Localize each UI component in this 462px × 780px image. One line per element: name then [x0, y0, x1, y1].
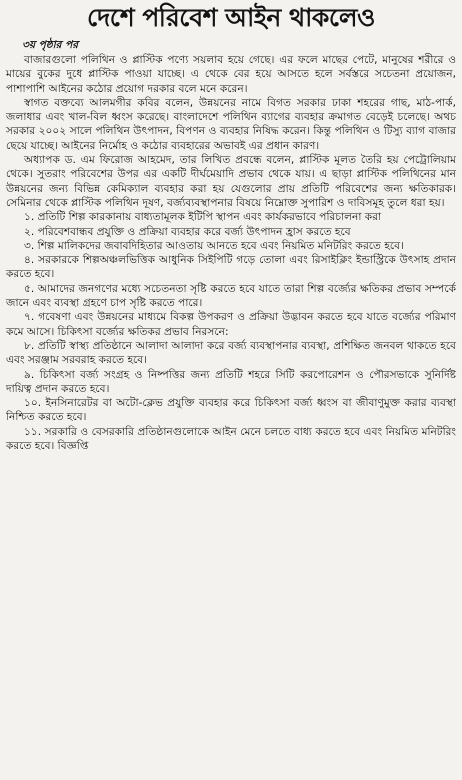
paragraph-intro: বাজারগুলো পলিথিন ও প্লাস্টিক পণ্যে সয়লাব হয়ে গেছে। এর ফলে মাছের পেটে, মানুষের শরীরে ও মায়ের বুকের দুধে প্লাস্টিক পাওয়া যাচ্ছে। এ থেকে বের হয়ে আসতে হলে সর্বস্তরে সচেতনা প্রয়োজন, পাশাপাশি আইনের কঠোর প্রয়োগ দরকার বলে মনে করেন। [6, 54, 456, 95]
paragraph-keynote: অধ্যাপক ড. এম ফিরোজ আহমেদ, তার লিখিত প্রবন্ধে বলেন, প্লাস্টিক মূলত তৈরি হয় পেট্রোলিয়াম থেকে। সুতরাং পরিবেশের উপর এর একটি দীর্ঘমেয়াদি প্রভাব থেকে যায়। এ ছাড়া প্লাস্টিক পলিথিনের মান উন্নয়নের জন্য বিভিন্ন কেমিক্যাল ব্যবহার করা হয় যেগুলোর প্রায় প্রতিটি পরিবেশের জন্য ক্ষতিকারক। সেমিনার থেকে প্লাস্টিক পলিথিন দূষণ, বর্জ্যব্যবস্থাপনার বিষয়ে নিম্নোক্ত সুপারিশ ও দাবিসমূহ তুলে ধরা হয়। [6, 154, 456, 209]
list-item: ১০. ইনসিনারেটর বা অটো-ক্লেভ প্রযুক্তি ব্যবহার করে চিকিৎসা বর্জ্য ধ্বংস বা জীবাণুমুক্ত করার ব্যবস্থা নিশ্চিত করতে হবে। [6, 397, 456, 424]
list-item: ৪. সরকারকে শিল্পঅঞ্চলভিত্তিক আধুনিক সিইপিটি গড়ে তোলা এবং রিসাইক্লিং ইন্ডাস্ট্রিকে উৎসাহ প্রদান করতে হবে। [6, 254, 456, 281]
list-item: ৯. চিকিৎসা বর্জ্য সংগ্রহ ও নিষ্পত্তির জন্য প্রতিটি শহরে সিটি করপোরেশন ও পৌরসভাকে সুনির্দিষ্ট দায়িত্ব প্রদান করতে হবে। [6, 368, 456, 395]
continued-from-label: ৩য় পৃষ্ঠার পর [22, 39, 79, 51]
paragraph-welcome-speech: স্বাগত বক্তব্যে আলমগীর কবির বলেন, উন্নয়নের নামে বিগত সরকার ঢাকা শহরের গাছ, মাঠ-পার্ক, জলাধার এবং খাল-বিল ধ্বংস করেছে। বাংলাদেশে পলিথিন ব্যাগের ব্যবহার ক্রমাগত বেড়েই চলেছে। অথচ সরকার ২০০২ সালে পলিথিন উৎপাদন, বিপণন ও ব্যবহার নিষিদ্ধ করেন। কিন্তু পলিথিন ও টিস্যু ব্যাগ বাজার ছেয়ে যাচ্ছে। আইনের নির্মোহ ও কঠোর ব্যবহারের অভাবই এর প্রধান কারণ। [6, 96, 456, 152]
recommendations-list [6, 210, 456, 453]
list-item: ৫. আমাদের জনগণের মধ্যে সচেতনতা সৃষ্টি করতে হবে যাতে তারা শিল্প বর্জ্যের ক্ষতিকর প্রভাব সম্পর্কে জানে এবং ব্যবস্থা গ্রহণে চাপ সৃষ্টি করতে পারে। [6, 282, 456, 310]
headline: দেশে পরিবেশ আইন থাকলেও [87, 3, 375, 32]
list-item: ৮. প্রতিটি স্বাস্থ্য প্রতিষ্ঠানে আলাদা আলাদা করে বর্জ্য ব্যবস্থাপনার ব্যবস্থা, প্রশিক্ষিত জনবল থাকতে হবে এবং সরঞ্জাম সরবরাহ করতে হবে। [6, 339, 456, 367]
article-body [6, 53, 456, 453]
list-item: ৩. শিল্প মালিকদের জবাবদিহিতার আওতায় আনতে হবে এবং নিয়মিত মনিটরিং করতে হবে। [24, 239, 404, 252]
list-item: ২. পরিবেশবান্ধব প্রযুক্তি ও প্রক্রিয়া ব্যবহার করে বর্জ্য উৎপাদন হ্রাস করতে হবে [24, 225, 351, 238]
list-item: ১. প্রতিটি শিল্প কারকানায় বাধ্যতামূলক ইটিপি স্থাপন এবং কার্যকরভাবে পরিচালনা করা [24, 211, 382, 224]
list-item: ১১. সরকারি ও বেসরকারি প্রতিষ্ঠানগুলোকে আইন মেনে চলতে বাধ্য করতে হবে এবং নিয়মিত মনিটরিং করতে হবে। বিজ্ঞপ্তি [6, 425, 456, 453]
list-item: ৭. গবেষণা এবং উন্নয়নের মাধ্যমে বিকল্প উপকরণ ও প্রক্রিয়া উদ্ভাবন করতে হবে যাতে বর্জ্যের পরিমাণ কমে আসে। চিকিৎসা বর্জ্যের ক্ষতিকর প্রভাব নিরসনে: [6, 311, 456, 338]
